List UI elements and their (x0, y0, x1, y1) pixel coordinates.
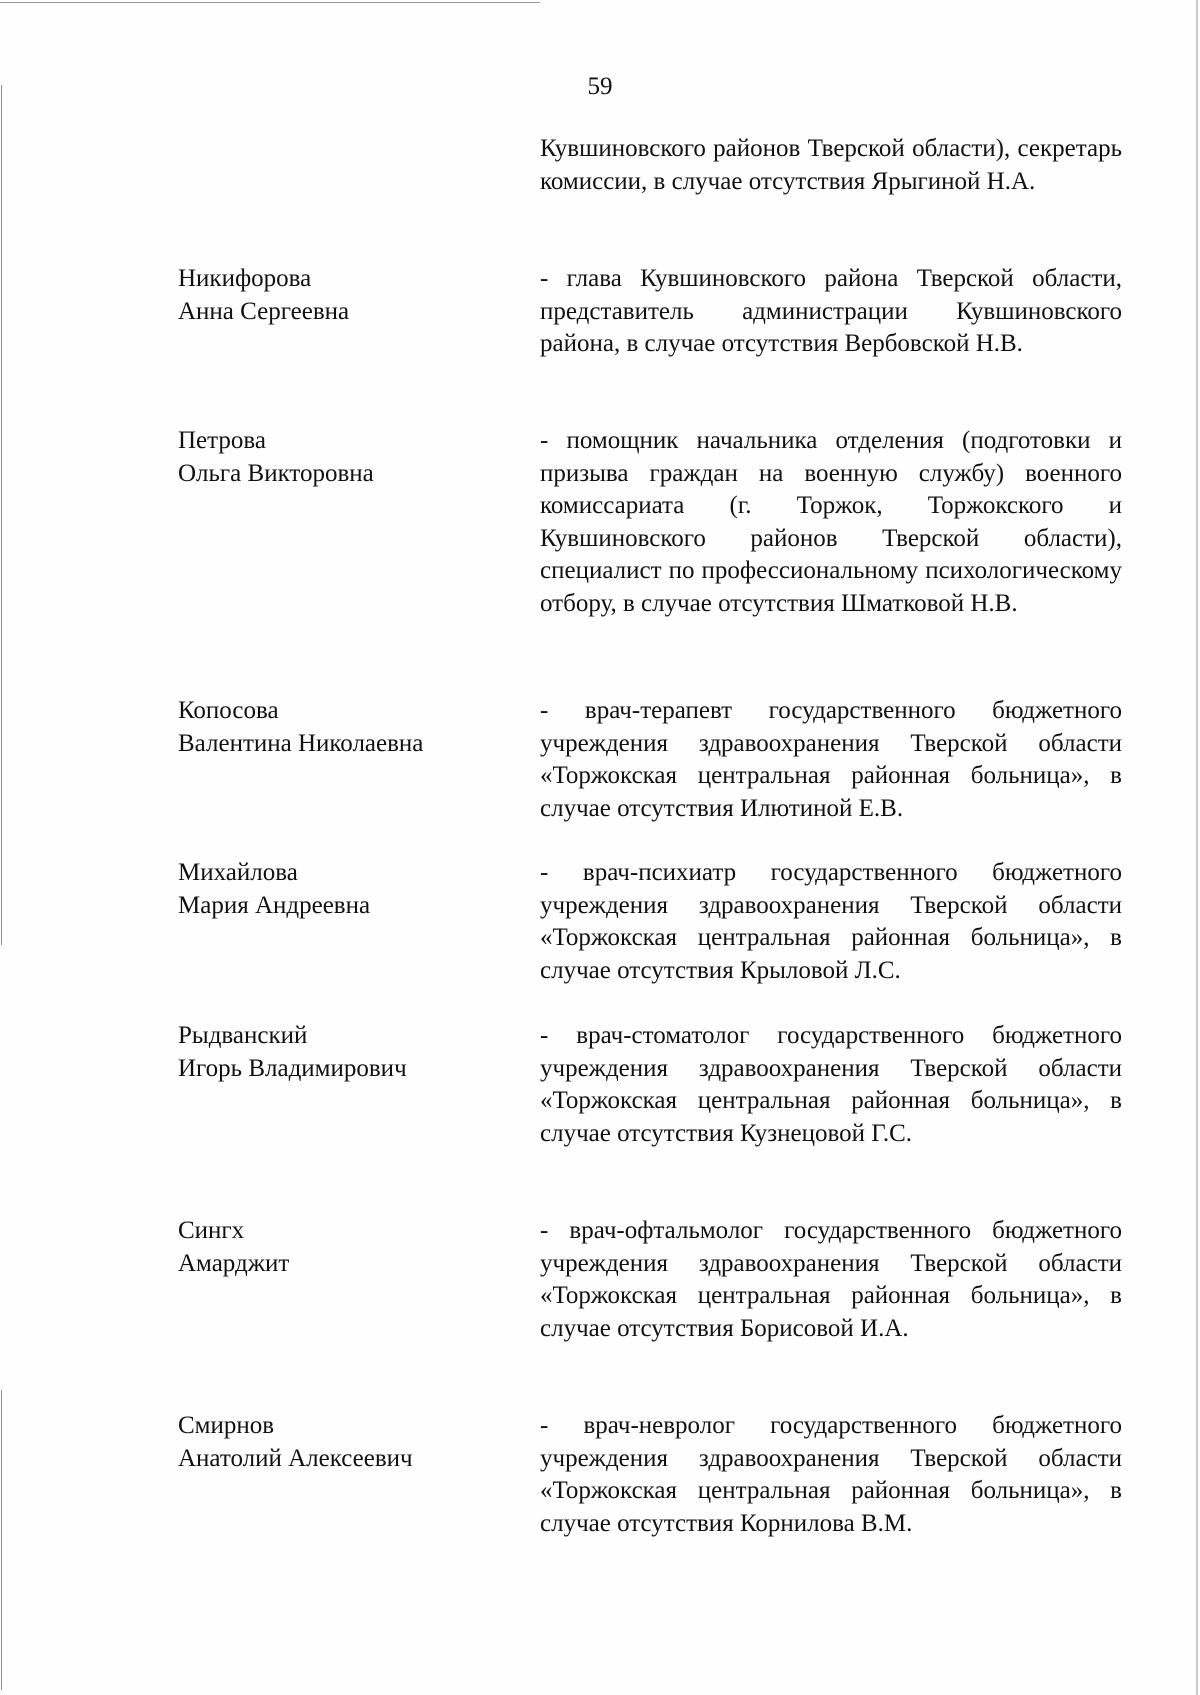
continuation-paragraph: Кувшиновского районов Тверской области), секретарь комиссии, в случае отсутствия Ярыгиной Н.А. (540, 135, 1122, 195)
member-role-description: - врач-стоматолог государственного бюджетного учреждения здравоохранения Тверской области «Торжокская центральная районная больница», в случае отсутствия Кузнецовой Г.С. (540, 1022, 1122, 1147)
member-given-names: Амарджит (178, 1249, 290, 1277)
member-surname: Рыдванский (178, 1022, 308, 1049)
member-role-description: - помощник начальника отделения (подготовки и призыва граждан на военную службу) военного комиссариата (г. Торжок, Торжокского и Кувшиновского районов Тверской области), специалист по профессиональному психологическому отбору, в случае отсутствия Шматковой Н.В. (540, 427, 1122, 617)
member-name (178, 425, 518, 490)
member-given-names: Валентина Николаевна (178, 729, 424, 757)
member-surname: Михайлова (178, 859, 298, 886)
member-name (178, 263, 518, 328)
member-surname: Сингх (178, 1217, 245, 1244)
member-given-names: Анна Сергеевна (178, 297, 350, 325)
member-surname: Петрова (178, 427, 266, 454)
member-role-description: - врач-психиатр государственного бюджетного учреждения здравоохранения Тверской области «Торжокская центральная районная больница», в случае отсутствия Крыловой Л.С. (540, 859, 1122, 984)
member-name (178, 1215, 518, 1280)
member-role-description: - врач-офтальмолог государственного бюджетного учреждения здравоохранения Тверской области «Торжокская центральная районная больница», в случае отсутствия Борисовой И.А. (540, 1217, 1122, 1342)
scan-artifact-right-edge (1196, 0, 1198, 1695)
member-given-names: Игорь Владимирович (178, 1054, 407, 1082)
member-given-names: Мария Андреевна (178, 891, 371, 919)
member-surname: Никифорова (178, 265, 312, 292)
member-name (178, 1020, 518, 1085)
member-role-description: - врач-невролог государственного бюджетного учреждения здравоохранения Тверской области «Торжокская центральная районная больница», в случае отсутствия Корнилова В.М. (540, 1412, 1122, 1537)
member-given-names: Ольга Викторовна (178, 459, 374, 487)
member-surname: Смирнов (178, 1412, 275, 1439)
member-role-description: - глава Кувшиновского района Тверской области, представитель администрации Кувшиновского района, в случае отсутствия Вербовской Н.В. (540, 265, 1122, 357)
member-surname: Копосова (178, 697, 279, 724)
scan-artifact-top-line (0, 2, 540, 3)
scan-artifact-left-mark (1, 1390, 2, 1690)
member-role-description: - врач-терапевт государственного бюджетного учреждения здравоохранения Тверской области «Торжокская центральная районная больница», в случае отсутствия Илютиной Е.В. (540, 697, 1122, 822)
page-number: 59 (587, 73, 613, 100)
member-name (178, 1410, 518, 1475)
member-name (178, 857, 518, 922)
scan-artifact-left-mark (1, 85, 2, 945)
member-name (178, 695, 518, 760)
member-given-names: Анатолий Алексеевич (178, 1444, 413, 1472)
